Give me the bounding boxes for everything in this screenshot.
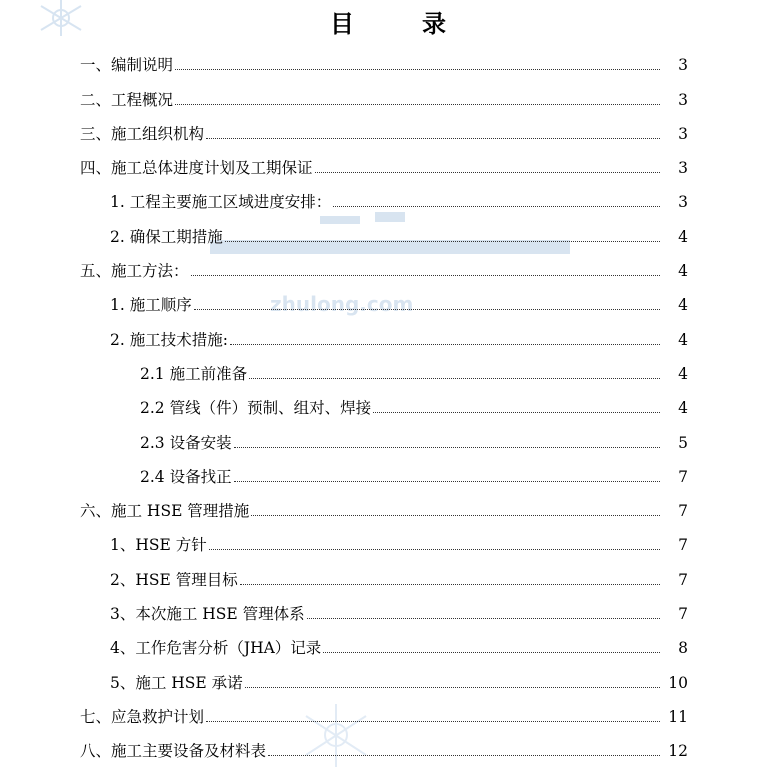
toc-entry[interactable] [0,592,776,626]
toc-dot-leader [191,275,660,276]
toc-dot-leader [175,104,660,105]
toc-entry[interactable] [0,249,776,283]
toc-entry[interactable] [0,352,776,386]
toc-page-number: 3 [678,159,688,178]
toc-entry[interactable] [0,317,776,351]
toc-entry[interactable] [0,626,776,660]
toc-entry-label: 四、施工总体进度计划及工期保证 [80,159,313,178]
toc-page-number: 7 [678,536,688,555]
toc-entry[interactable] [0,455,776,489]
toc-page-number: 4 [678,399,688,418]
toc-dot-leader [245,687,660,688]
toc-page-number: 3 [678,90,688,109]
toc-entry-label: 五、施工方法： [80,262,189,281]
toc-page-number: 10 [668,673,688,692]
toc-page-number: 3 [678,124,688,143]
toc-entry-label: 2. 确保工期措施 [110,227,223,246]
toc-entry[interactable] [0,77,776,111]
toc-page-number: 5 [678,433,688,452]
toc-page-number: 4 [678,262,688,281]
toc-entry[interactable] [0,112,776,146]
page-title: 目 录 [330,9,468,38]
toc-dot-leader [373,412,660,413]
toc-entry-label: 一、编制说明 [80,56,174,75]
toc-entry[interactable] [0,180,776,214]
toc-entry[interactable] [0,386,776,420]
toc-entry-label: 七、应急救护计划 [80,707,205,726]
toc-entry-label: 1. 工程主要施工区域进度安排： [110,193,332,212]
toc-dot-leader [307,618,660,619]
toc-dot-leader [323,652,660,653]
toc-dot-leader [251,515,660,516]
toc-dot-leader [234,481,660,482]
toc-dot-leader [175,69,660,70]
toc-dot-leader [209,549,660,550]
toc-entry-label: 1、HSE 方针 [110,536,207,555]
toc-page-number: 11 [668,707,688,726]
toc-dot-leader [206,138,660,139]
toc-entry-label: 八、施工主要设备及材料表 [80,742,267,761]
toc-dot-leader [206,721,660,722]
toc-dot-leader [240,584,660,585]
watermark-site-text: zhulong.com [270,292,414,316]
toc-page-number: 4 [678,364,688,383]
toc-page-number: 3 [678,56,688,75]
toc-entry[interactable] [0,43,776,77]
toc-dot-leader [234,447,660,448]
toc-entry-label: 3、本次施工 HSE 管理体系 [110,605,305,624]
toc-page-number: 7 [678,502,688,521]
toc-page-number: 7 [678,605,688,624]
toc-page-number: 4 [678,296,688,315]
toc-entry[interactable] [0,695,776,729]
toc-dot-leader [225,241,660,242]
toc-entry-label: 二、工程概况 [80,90,174,109]
toc-entry-label: 2.3 设备安装 [140,433,232,452]
toc-entry-label: 5、施工 HSE 承诺 [110,673,243,692]
toc-page-number: 4 [678,227,688,246]
toc-page-number: 8 [678,639,688,658]
toc-entry-label: 六、施工 HSE 管理措施 [80,502,250,521]
toc-dot-leader [249,378,660,379]
toc-page-number: 4 [678,330,688,349]
toc-entry-label: 2.1 施工前准备 [140,364,248,383]
toc-page-number: 7 [678,570,688,589]
toc-entry-label: 2.4 设备找正 [140,467,232,486]
toc-page-number: 3 [678,193,688,212]
toc-entry-label: 4、工作危害分析（JHA）记录 [110,639,322,658]
toc-entry[interactable] [0,557,776,591]
toc-page-number: 7 [678,467,688,486]
toc-dot-leader [194,309,660,310]
toc-entry[interactable] [0,489,776,523]
toc-entry[interactable] [0,214,776,248]
toc-entry-label: 1. 施工顺序 [110,296,192,315]
table-of-contents [0,43,776,763]
toc-entry-label: 三、施工组织机构 [80,124,205,143]
toc-entry-label: 2、HSE 管理目标 [110,570,238,589]
toc-dot-leader [268,755,660,756]
toc-entry[interactable] [0,660,776,694]
toc-entry[interactable] [0,146,776,180]
toc-entry[interactable] [0,729,776,763]
toc-dot-leader [315,172,660,173]
toc-entry[interactable] [0,283,776,317]
toc-page-number: 12 [668,742,688,761]
toc-entry[interactable] [0,420,776,454]
toc-dot-leader [333,206,660,207]
toc-dot-leader [230,344,660,345]
toc-entry-label: 2. 施工技术措施: [110,330,228,349]
toc-entry[interactable] [0,523,776,557]
toc-entry-label: 2.2 管线（件）预制、组对、焊接 [140,399,372,418]
